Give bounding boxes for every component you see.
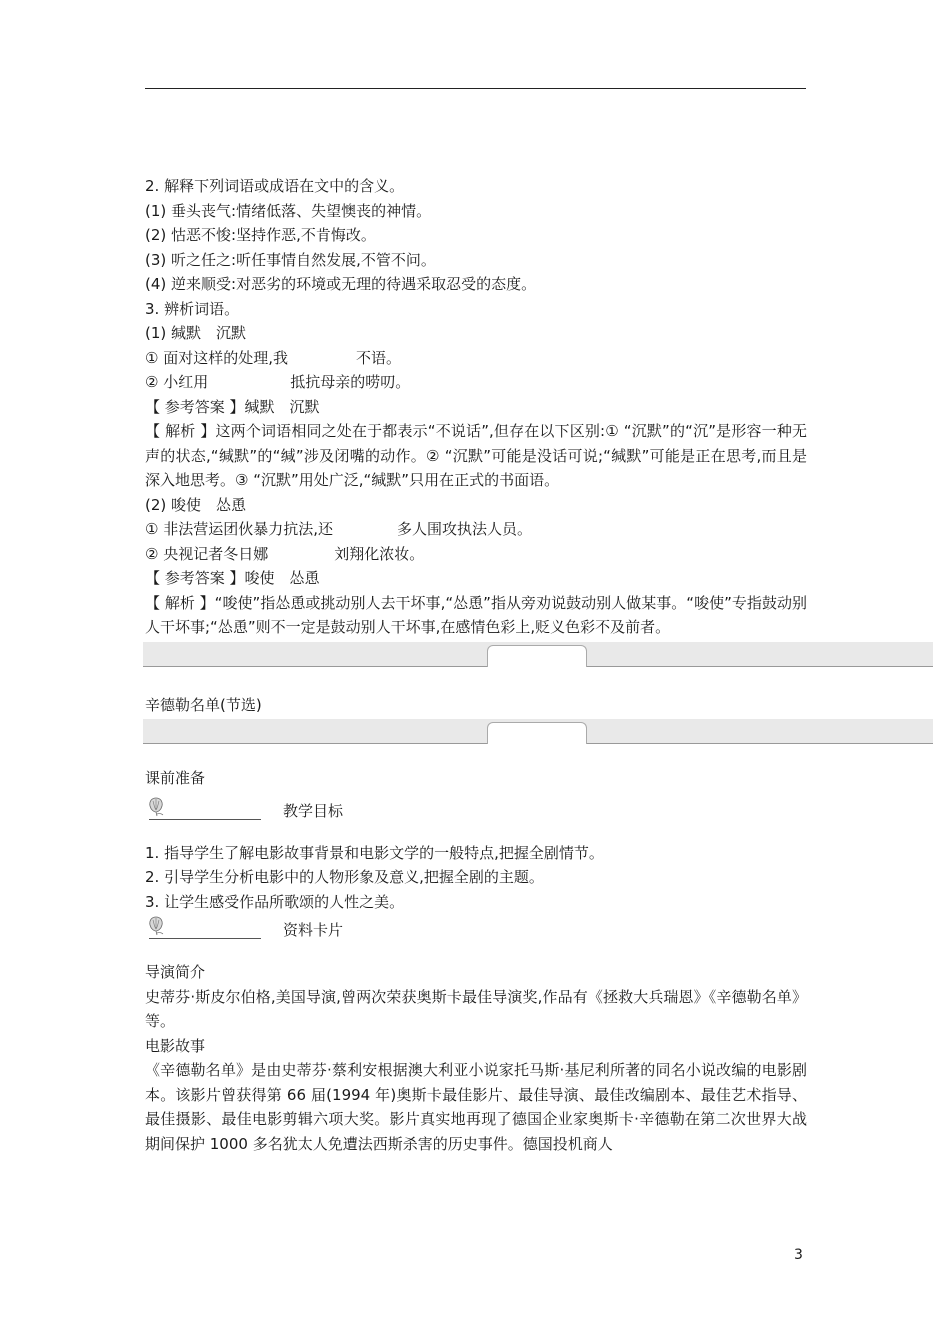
goal-item: 3. 让学生感受作品所歌颂的人性之美。 [145,892,405,911]
card-title: 资料卡片 [283,921,344,939]
flower-icon [145,914,167,936]
explanation-paragraph: 【 解析 】“唆使”指怂恿或挑动别人去干坏事,“怂恿”指从旁劝说鼓动别人做某事。“唆使”专指鼓动别人干坏事;“怂恿”则不一定是鼓动别人干坏事,在感情色彩上,贬义色彩不及前者。 [145,593,807,636]
header-rule [145,88,806,89]
fill-blank-line: ② 央视记者冬日娜 刘翔化浓妆。 [145,544,425,563]
page-number: 3 [794,1247,803,1263]
text-line: (3) 听之任之:听任事情自然发展,不管不问。 [145,250,436,269]
story-heading: 电影故事 [145,1036,206,1055]
text-line: (1) 垂头丧气:情绪低落、失望懊丧的神情。 [145,201,432,220]
director-heading: 导演简介 [145,963,206,981]
answer-line: 【 参考答案 】缄默 沉默 [145,397,320,416]
answer-line: 【 参考答案 】唆使 怂恿 [145,569,320,587]
text-line: (4) 逆来顺受:对恶劣的环境或无理的待遇采取忍受的态度。 [145,275,537,293]
director-paragraph: 史蒂芬·斯皮尔伯格,美国导演,曾两次荣获奥斯卡最佳导演奖,作品有《拯救大兵瑞恩》《辛德勒名单》等。 [145,987,807,1030]
section-divider-band [143,719,933,744]
goal-item: 2. 引导学生分析电影中的人物形象及意义,把握全剧的主题。 [145,868,544,886]
text-line: (2) 怙恶不悛:坚持作恶,不肯悔改。 [145,226,376,244]
lesson-title: 辛德勒名单(节选) [145,695,262,714]
text-line: 3. 辨析词语。 [145,299,240,318]
heading-underline [149,819,261,820]
divider-tab [487,722,587,744]
goals-title: 教学目标 [283,801,344,820]
fill-blank-line: ① 非法营运团伙暴力抗法,还 多人围攻执法人员。 [145,520,533,538]
flower-icon [145,795,167,817]
goal-item: 1. 指导学生了解电影故事背景和电影文学的一般特点,把握全剧情节。 [145,843,604,862]
divider-tab [487,645,587,667]
fill-blank-line: ① 面对这样的处理,我 不语。 [145,348,401,367]
page-content [145,174,807,1156]
text-line: (2) 唆使 怂恿 [145,495,247,514]
text-line: (1) 缄默 沉默 [145,324,247,342]
heading-underline [149,938,261,939]
explanation-paragraph: 【 解析 】这两个词语相同之处在于都表示“不说话”,但存在以下区别:① “沉默”的“沉”是形容一种无声的状态,“缄默”的“缄”涉及闭嘴的动作。② “沉默”可能是没话可说;“缄默”可能是正在思考,而且是深入地思考。③ “沉默”用处广泛,“缄默”只用在正式的书面语。 [145,422,807,489]
fill-blank-line: ② 小红用 抵抗母亲的唠叨。 [145,373,411,391]
prep-title: 课前准备 [145,769,206,787]
section-divider-band [143,642,933,667]
text-line: 2. 解释下列词语或成语在文中的含义。 [145,177,405,195]
section-heading-card [145,914,807,944]
story-paragraph: 《辛德勒名单》是由史蒂芬·蔡利安根据澳大利亚小说家托马斯·基尼利所著的同名小说改编的电影剧本。该影片曾获得第 66 届(1994 年)奥斯卡最佳影片、最佳导演、最佳改编剧本、最佳艺术指导、最佳摄影、最佳电影剪辑六项大奖。影片真实地再现了德国企业家奥斯卡·辛德勒在第二次世界大战期间保护 1000 多名犹太人免遭法西斯杀害的历史事件。德国投机商人 [145,1061,807,1153]
section-heading-goals [145,795,807,825]
